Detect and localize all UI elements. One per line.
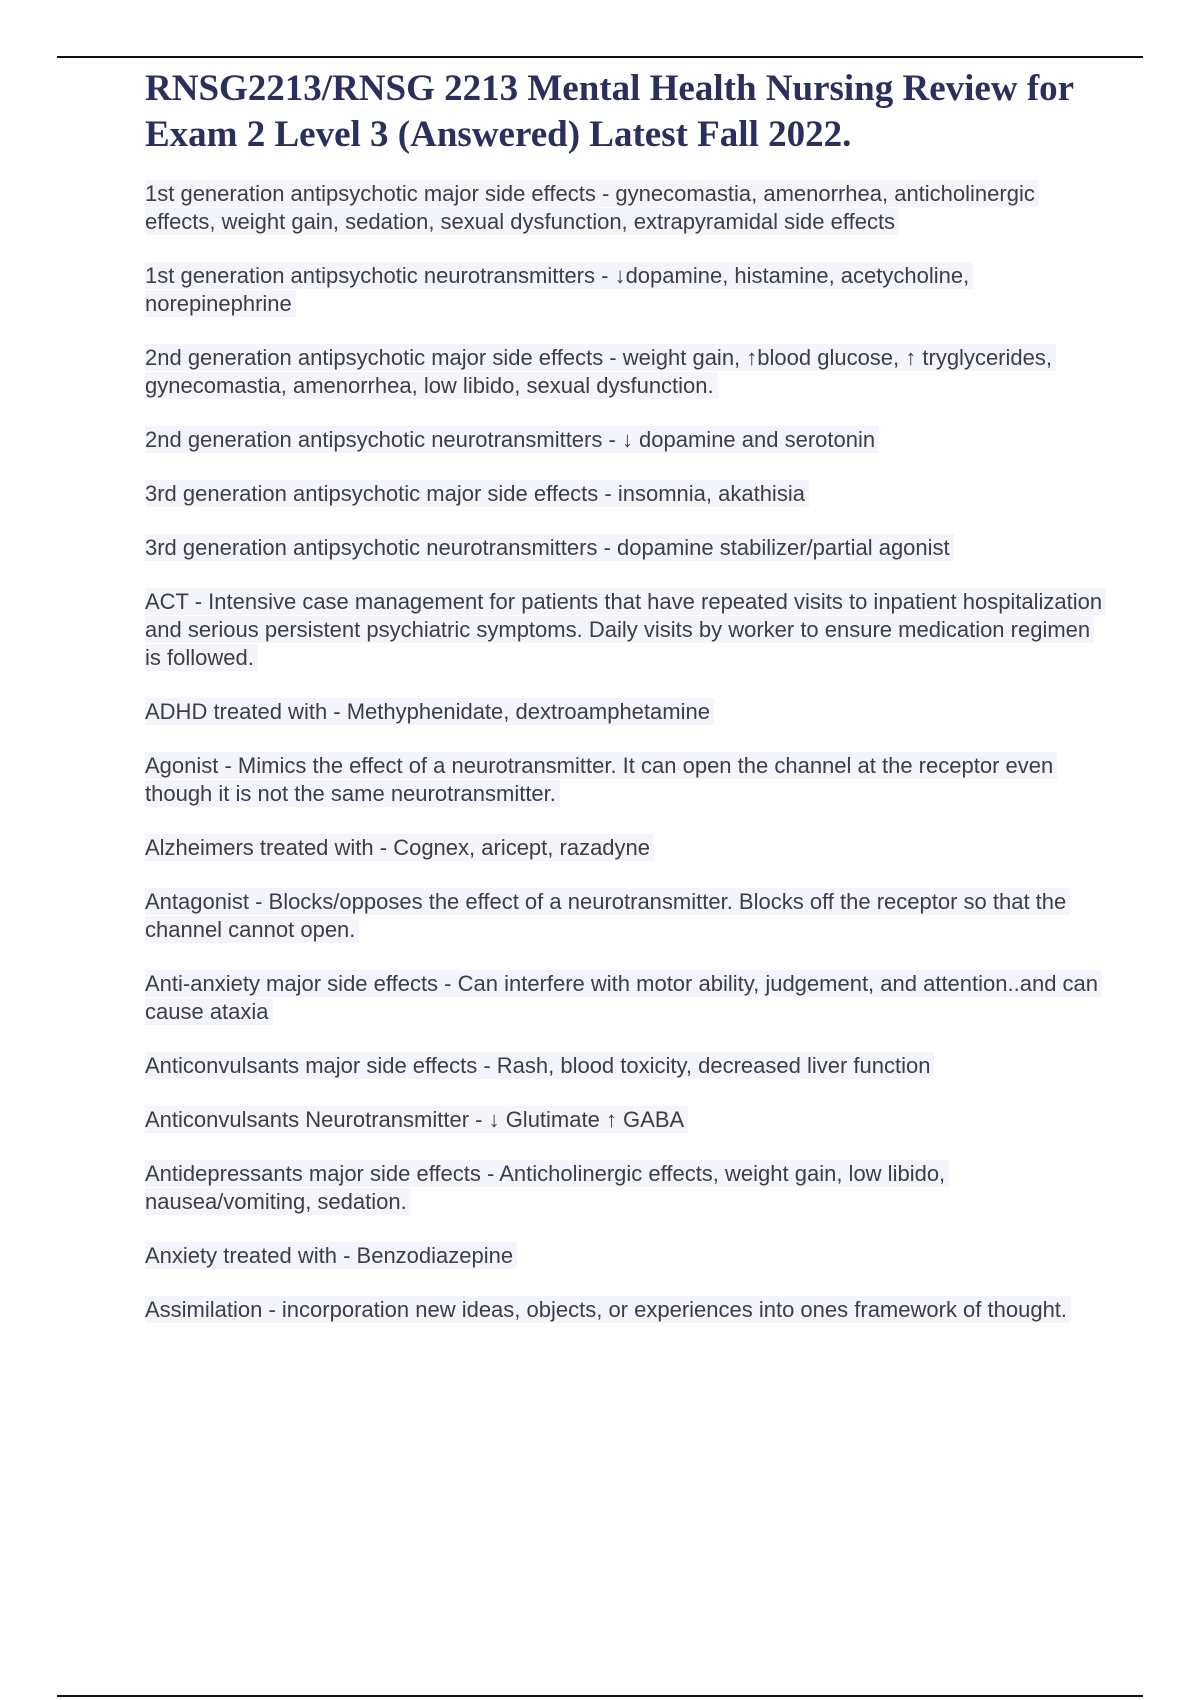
entry-text: 1st generation antipsychotic neurotransmitters - ↓dopamine, histamine, acetycholine, norepinephrine (145, 262, 973, 317)
list-item (145, 698, 1105, 726)
list-item (145, 1296, 1105, 1324)
entry-text: 3rd generation antipsychotic neurotransmitters - dopamine stabilizer/partial agonist (145, 534, 954, 561)
entry-text: Antagonist - Blocks/opposes the effect of a neurotransmitter. Blocks off the receptor so that the channel cannot open. (145, 888, 1070, 943)
bottom-divider (57, 1695, 1143, 1697)
entry-text: 2nd generation antipsychotic major side effects - weight gain, ↑blood glucose, ↑ tryglycerides, gynecomastia, amenorrhea, low libido, sexual dysfunction. (145, 344, 1056, 399)
entry-list (145, 180, 1105, 1324)
top-divider (57, 56, 1143, 58)
list-item (145, 588, 1105, 672)
list-item (145, 1106, 1105, 1134)
entry-text: ACT - Intensive case management for patients that have repeated visits to inpatient hospitalization and serious persistent psychiatric symptoms. Daily visits by worker to ensure medication regimen is followed. (145, 588, 1106, 671)
list-item (145, 480, 1105, 508)
entry-text: Anticonvulsants Neurotransmitter - ↓ Glutimate ↑ GABA (145, 1106, 688, 1133)
list-item (145, 262, 1105, 318)
document-body (145, 66, 1105, 1350)
document-title: RNSG2213/RNSG 2213 Mental Health Nursing Review for Exam 2 Level 3 (Answered) Latest Fall 2022. (145, 68, 1074, 155)
entry-text: Anxiety treated with - Benzodiazepine (145, 1242, 517, 1269)
entry-text: 2nd generation antipsychotic neurotransmitters - ↓ dopamine and serotonin (145, 426, 879, 453)
list-item (145, 1052, 1105, 1080)
entry-text: ADHD treated with - Methyphenidate, dextroamphetamine (145, 698, 714, 725)
list-item (145, 344, 1105, 400)
list-item (145, 1160, 1105, 1216)
entry-text: 1st generation antipsychotic major side effects - gynecomastia, amenorrhea, anticholinergic effects, weight gain, sedation, sexual dysfunction, extrapyramidal side effects (145, 180, 1039, 235)
list-item (145, 888, 1105, 944)
list-item (145, 752, 1105, 808)
list-item (145, 534, 1105, 562)
list-item (145, 970, 1105, 1026)
entry-text: Antidepressants major side effects - Anticholinergic effects, weight gain, low libido, nausea/vomiting, sedation. (145, 1160, 949, 1215)
list-item (145, 834, 1105, 862)
entry-text: Anticonvulsants major side effects - Rash, blood toxicity, decreased liver function (145, 1052, 934, 1079)
list-item (145, 426, 1105, 454)
list-item (145, 1242, 1105, 1270)
entry-text: Assimilation - incorporation new ideas, objects, or experiences into ones framework of thought. (145, 1296, 1071, 1323)
entry-text: Agonist - Mimics the effect of a neurotransmitter. It can open the channel at the receptor even though it is not the same neurotransmitter. (145, 752, 1057, 807)
entry-text: Anti-anxiety major side effects - Can interfere with motor ability, judgement, and attention..and can cause ataxia (145, 970, 1102, 1025)
entry-text: Alzheimers treated with - Cognex, aricept, razadyne (145, 834, 654, 861)
list-item (145, 180, 1105, 236)
entry-text: 3rd generation antipsychotic major side effects - insomnia, akathisia (145, 480, 809, 507)
